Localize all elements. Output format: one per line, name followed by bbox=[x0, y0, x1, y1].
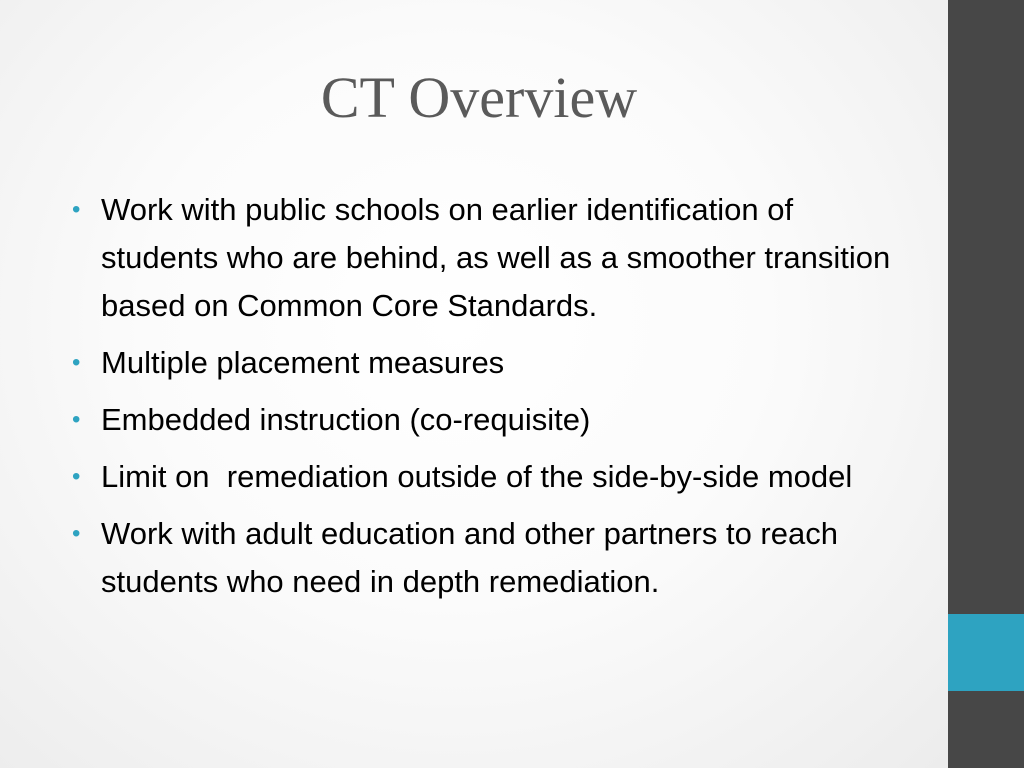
side-accent-block bbox=[948, 614, 1024, 691]
bullet-item bbox=[72, 510, 902, 606]
bullet-list bbox=[72, 186, 902, 615]
bullet-item bbox=[72, 396, 902, 444]
bullet-text: Limit on remediation outside of the side-by-side model bbox=[101, 459, 853, 494]
bullet-item bbox=[72, 339, 902, 387]
slide-title: CT Overview bbox=[320, 65, 638, 130]
bullet-icon: • bbox=[72, 349, 81, 376]
bullet-icon: • bbox=[72, 196, 81, 223]
bullet-item bbox=[72, 453, 902, 501]
bullet-text: Work with public schools on earlier identification of students who are behind, as well as a smoother transition based on Common Core Standards. bbox=[101, 192, 891, 323]
bullet-item bbox=[72, 186, 902, 330]
bullet-text: Multiple placement measures bbox=[101, 345, 505, 380]
bullet-icon: • bbox=[72, 463, 81, 490]
bullet-icon: • bbox=[72, 406, 81, 433]
bullet-icon: • bbox=[72, 520, 81, 547]
bullet-text: Embedded instruction (co-requisite) bbox=[101, 402, 591, 437]
bullet-text: Work with adult education and other partners to reach students who need in depth remediation. bbox=[101, 516, 838, 599]
